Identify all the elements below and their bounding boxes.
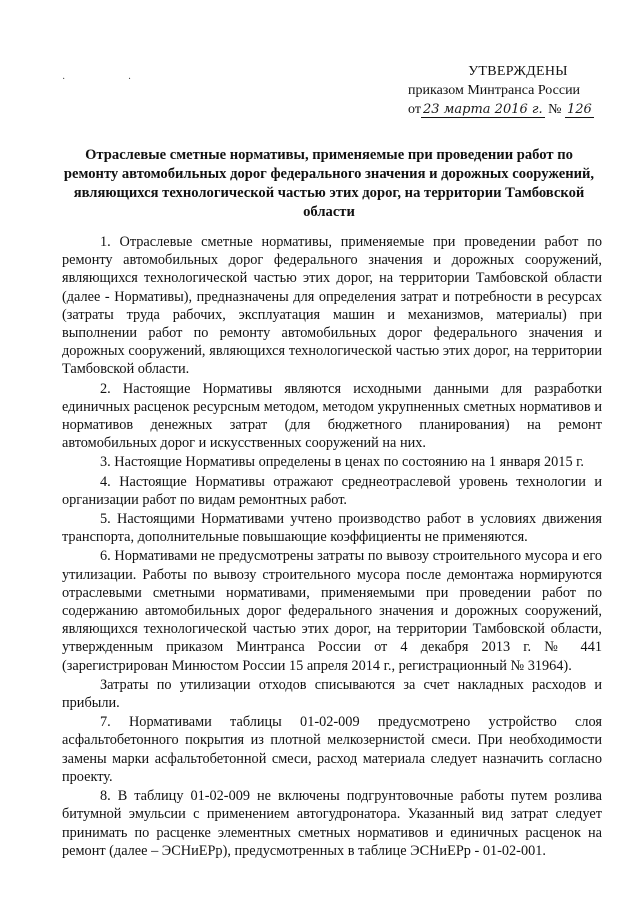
paragraph-6-note: Затраты по утилизации отходов списываются за счет накладных расходов и прибыли. xyxy=(62,676,602,712)
handwritten-date: 23 марта 2016 г. xyxy=(422,102,543,117)
paragraph-8: 8. В таблицу 01-02-009 не включены подгрунтовочные работы путем розлива битумной эмульсии с применением автогудронатора. Указанный вид затрат следует принимать по расценке элементных сметных нормативов и единичных расценок на ремонт (далее – ЭСНиЕРр), предусмотренных в таблице ЭСНиЕРр - 01-02-001. xyxy=(62,788,602,859)
paragraph-1: 1. Отраслевые сметные нормативы, применяемые при проведении работ по ремонту автомобильных дорог федерального значения и дорожных сооружений, являющихся технологической частью этих дорог, на территории Тамбовской области (далее - Нормативы), предназначены для определения затрат и потребности в ресурсах (затраты труда рабочих, эксплуатация машин и механизмов, материалы) при выполнении работ по ремонту автомобильных дорог федерального значения и дорожных сооружений, являющихся технологической частью этих дорог, на территории Тамбовской области. xyxy=(62,234,602,378)
document-body xyxy=(62,233,602,860)
handwritten-number: 126 xyxy=(566,102,592,117)
number-prefix: № xyxy=(548,102,562,117)
paragraph-7: 7. Нормативами таблицы 01-02-009 предусмотрено устройство слоя асфальтобетонного покрытия из плотной мелкозернистой смеси. При необходимости замены марки асфальтобетонной смеси, расход материала следует назначить согласно проекту. xyxy=(62,714,602,785)
paragraph-4: 4. Настоящие Нормативы отражают среднеотраслевой уровень технологии и организации работ по видам ремонтных работ. xyxy=(62,473,602,508)
approval-stamp xyxy=(408,62,608,119)
paragraph-5: 5. Настоящими Нормативами учтено производство работ в условиях движения транспорта, дополнительные повышающие коэффициенты не применяются. xyxy=(62,511,602,546)
approval-date-line xyxy=(408,100,608,119)
paragraph-3: 3. Настоящие Нормативы определены в ценах по состоянию на 1 января 2015 г. xyxy=(100,454,584,471)
paragraph-2: 2. Настоящие Нормативы являются исходными данными для разработки единичных расценок ресурсным методом, методом укрупненных сметных нормативов и нормативов денежных затрат (для бюджетного планирования) на ремонт автомобильных дорог и искусственных сооружений на них. xyxy=(62,380,602,452)
from-prefix: от xyxy=(408,102,421,117)
document-title: Отраслевые сметные нормативы, применяемые при проведении работ по ремонту автомобильных дорог федерального значения и дорожных сооружений, являющихся технологической частью этих дорог, на территории Тамбовской области xyxy=(63,147,595,220)
scan-specks: · · xyxy=(62,74,162,85)
paragraph-6: 6. Нормативами не предусмотрены затраты по вывозу строительного мусора и его утилизации. Работы по вывозу строительного мусора после демонтажа нормируются отраслевыми сметными нормативами, применяемыми при проведении работ по содержанию автомобильных дорог федерального значения и дорожных сооружений, являющихся технологической частью этих дорог, на территории Тамбовской области, утвержденным приказом Минтранса России от 4 декабря 2013 г. № 441 (зарегистрирован Минюстом России 15 апреля 2014 г., регистрационный № 31964). xyxy=(62,548,602,674)
approval-line: приказом Минтранса России xyxy=(408,83,581,98)
approval-word: УТВЕРЖДЕНЫ xyxy=(468,64,568,79)
